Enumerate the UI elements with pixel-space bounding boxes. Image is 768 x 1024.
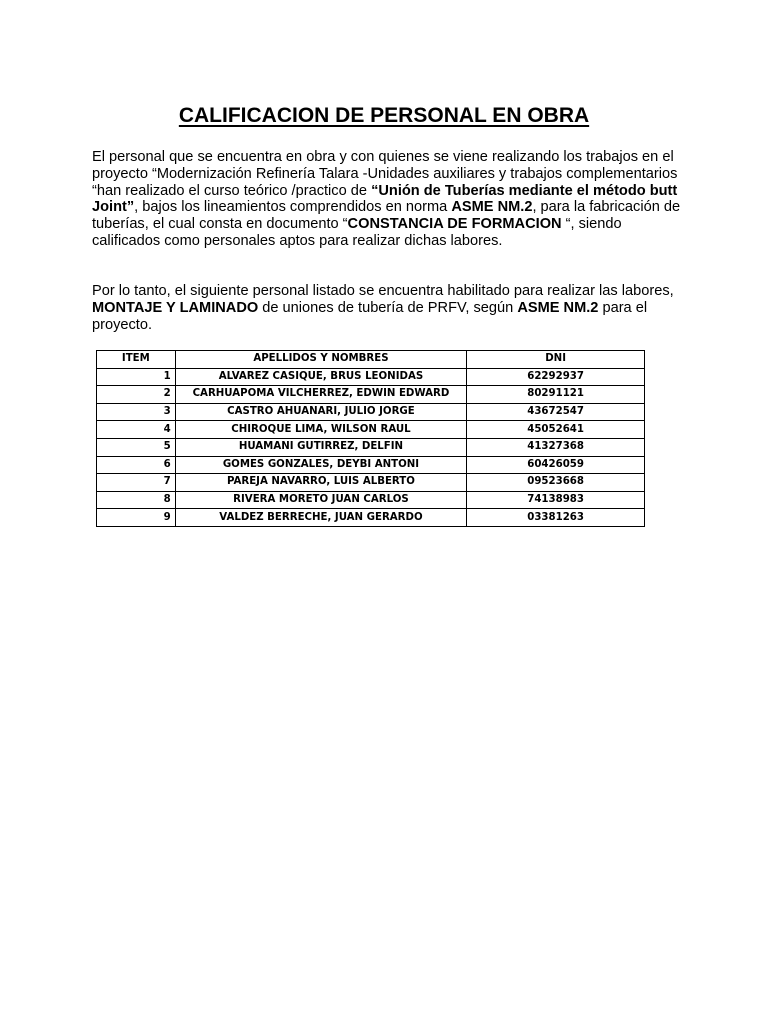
table-row <box>97 421 645 439</box>
cell-dni: 03381263 <box>467 509 645 527</box>
intro-bold-norm: ASME NM.2 <box>451 199 533 216</box>
cell-dni: 60426059 <box>467 456 645 474</box>
cell-dni: 09523668 <box>467 474 645 492</box>
intro-text-2: , bajos los lineamientos comprendidos en norma <box>134 199 452 216</box>
intro-text-3: , para la fabricación de tuberías, el cual consta en documento “ <box>92 199 681 233</box>
cell-item: 4 <box>97 421 176 439</box>
table-row <box>97 509 645 527</box>
cell-name: VALDEZ BERRECHE, JUAN GERARDO <box>175 509 467 527</box>
cell-item: 9 <box>97 509 176 527</box>
table-row <box>97 438 645 456</box>
intro-text-1: El personal que se encuentra en obra y con quienes se viene realizando los trabajos en el proyecto “Modernización Refinería Talara -Unidades auxiliares y trabajos complementarios “han realizado el curso teórico /practico de <box>92 149 678 199</box>
cell-dni: 45052641 <box>467 421 645 439</box>
authorization-text-3: para el proyecto. <box>92 299 648 333</box>
cell-item: 2 <box>97 386 176 404</box>
cell-name: PAREJA NAVARRO, LUIS ALBERTO <box>175 474 467 492</box>
intro-bold-document: CONSTANCIA DE FORMACION <box>347 216 562 233</box>
intro-bold-course: “Unión de Tuberías mediante el método butt Joint” <box>92 182 678 216</box>
authorization-text-2: de uniones de tubería de PRFV, según <box>258 299 518 316</box>
table-row <box>97 491 645 509</box>
header-name: APELLIDOS Y NOMBRES <box>175 351 467 369</box>
table-row <box>97 403 645 421</box>
table-row <box>97 368 645 386</box>
authorization-paragraph <box>92 283 684 333</box>
personnel-table <box>96 350 645 527</box>
header-dni: DNI <box>467 351 645 369</box>
header-item: ITEM <box>97 351 176 369</box>
cell-item: 5 <box>97 438 176 456</box>
cell-name: CASTRO AHUANARI, JULIO JORGE <box>175 403 467 421</box>
cell-name: CARHUAPOMA VILCHERREZ, EDWIN EDWARD <box>175 386 467 404</box>
table-row <box>97 456 645 474</box>
authorization-text-1: Por lo tanto, el siguiente personal listado se encuentra habilitado para realizar las labores, <box>92 283 674 299</box>
authorization-bold-tasks: MONTAJE Y LAMINADO <box>92 299 259 316</box>
cell-dni: 74138983 <box>467 491 645 509</box>
cell-dni: 62292937 <box>467 368 645 386</box>
table-row <box>97 474 645 492</box>
cell-name: GOMES GONZALES, DEYBI ANTONI <box>175 456 467 474</box>
cell-dni: 80291121 <box>467 386 645 404</box>
cell-item: 3 <box>97 403 176 421</box>
cell-name: HUAMANI GUTIRREZ, DELFIN <box>175 438 467 456</box>
cell-name: CHIROQUE LIMA, WILSON RAUL <box>175 421 467 439</box>
cell-dni: 43672547 <box>467 403 645 421</box>
cell-item: 7 <box>97 474 176 492</box>
cell-item: 8 <box>97 491 176 509</box>
cell-dni: 41327368 <box>467 438 645 456</box>
table-header-row <box>97 351 645 369</box>
cell-name: ALVAREZ CASIQUE, BRUS LEONIDAS <box>175 368 467 386</box>
document-title: CALIFICACION DE PERSONAL EN OBRA <box>178 104 590 127</box>
cell-item: 1 <box>97 368 176 386</box>
intro-paragraph <box>92 149 684 250</box>
intro-text-4: “, siendo calificados como personales aptos para realizar dichas labores. <box>92 216 622 249</box>
authorization-bold-norm: ASME NM.2 <box>517 299 599 316</box>
cell-name: RIVERA MORETO JUAN CARLOS <box>175 491 467 509</box>
cell-item: 6 <box>97 456 176 474</box>
table-row <box>97 386 645 404</box>
